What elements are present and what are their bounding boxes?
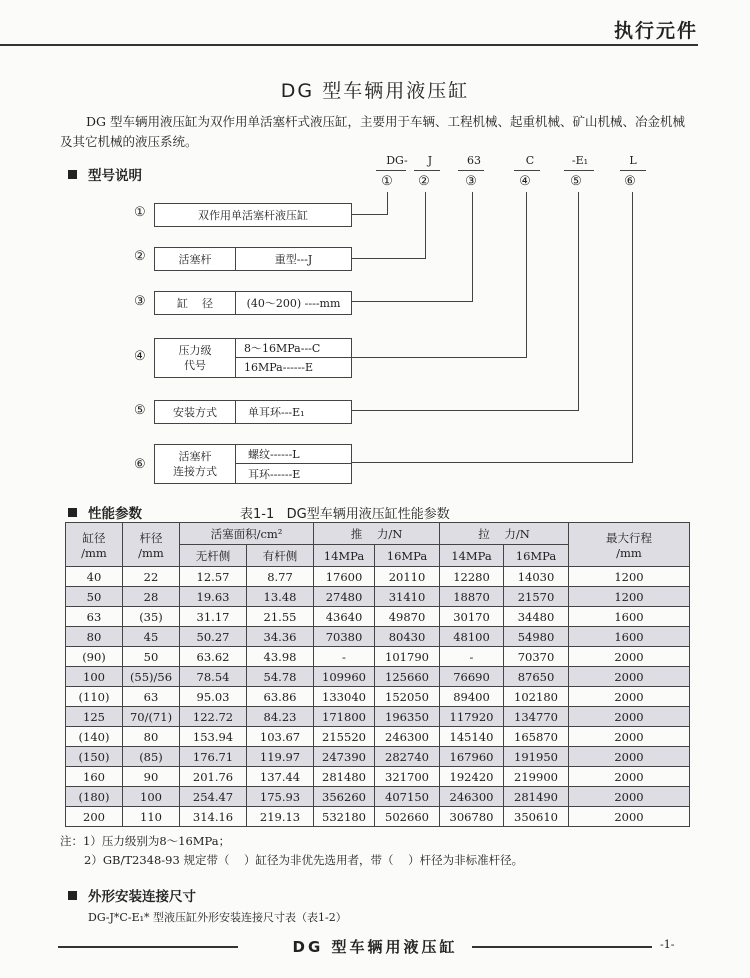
table-cell: 90	[123, 767, 180, 787]
table-cell: (180)	[66, 787, 123, 807]
intro-paragraph: DG 型车辆用液压缸为双作用单活塞杆式液压缸，主要用于车辆、工程机械、起重机械、矿山机械、冶金机械及其它机械的液压系统。	[60, 114, 685, 149]
table-cell: 54.78	[247, 667, 314, 687]
perf-heading	[68, 502, 142, 522]
table-cell: 219900	[504, 767, 569, 787]
table-row	[66, 747, 690, 767]
table-cell: 63.86	[247, 687, 314, 707]
table-cell: -	[314, 647, 375, 667]
section-label: 执行元件	[613, 20, 698, 42]
table-cell: 137.44	[247, 767, 314, 787]
table-cell: 1200	[569, 567, 690, 587]
table-cell: 532180	[314, 807, 375, 827]
table-cell: 50	[66, 587, 123, 607]
row-2-value: 重型---J	[274, 253, 313, 266]
bullet-square-icon	[68, 508, 77, 517]
row-6-label-line2: 连接方式	[173, 465, 217, 478]
table-cell: 254.47	[180, 787, 247, 807]
table-cell: 89400	[440, 687, 504, 707]
table-row	[66, 767, 690, 787]
table-cell: 122.72	[180, 707, 247, 727]
code-underline-1	[376, 170, 406, 171]
table-cell: 2000	[569, 767, 690, 787]
table-cell: 21570	[504, 587, 569, 607]
table-cell: (85)	[123, 747, 180, 767]
table-cell: 34480	[504, 607, 569, 627]
table-cell: 45	[123, 627, 180, 647]
table-cell: 30170	[440, 607, 504, 627]
row-4-value2: 16MPa------E	[244, 361, 314, 374]
table-cell: 84.23	[247, 707, 314, 727]
table-cell: 1600	[569, 627, 690, 647]
col-pull: 拉 力/N	[440, 523, 569, 545]
table-cell: 117920	[440, 707, 504, 727]
table-cell: 145140	[440, 727, 504, 747]
table-cell: 14030	[504, 567, 569, 587]
model-row-4	[154, 338, 352, 378]
table-cell: 125660	[375, 667, 440, 687]
table-cell: 2000	[569, 747, 690, 767]
row-6-value1: 螺纹------L	[236, 445, 351, 464]
code-underline-2	[414, 170, 440, 171]
table-cell: 50.27	[180, 627, 247, 647]
table-cell: 80430	[375, 627, 440, 647]
page-number: -1-	[660, 938, 675, 951]
row-1-label: 双作用单活塞杆液压缸	[198, 209, 308, 222]
table-cell: 34.36	[247, 627, 314, 647]
table-row	[66, 727, 690, 747]
table-cell: 407150	[375, 787, 440, 807]
table-row	[66, 807, 690, 827]
row-marker-1: ①	[134, 205, 146, 220]
code-underline-4	[514, 170, 540, 171]
model-row-3	[154, 291, 352, 315]
code-5: -E₁	[571, 154, 589, 167]
model-row-2	[154, 247, 352, 271]
model-row-6	[154, 444, 352, 484]
table-cell: 78.54	[180, 667, 247, 687]
table-cell: 2000	[569, 727, 690, 747]
table-cell: 31.17	[180, 607, 247, 627]
table-row	[66, 627, 690, 647]
table-row	[66, 647, 690, 667]
row-6-label	[155, 445, 236, 483]
table-cell: 17600	[314, 567, 375, 587]
table-cell: 50	[123, 647, 180, 667]
table-cell: -	[440, 647, 504, 667]
table-row	[66, 587, 690, 607]
table-cell: 160	[66, 767, 123, 787]
table-cell: 27480	[314, 587, 375, 607]
connector-2-v	[425, 192, 426, 259]
code-marker-6: ⑥	[624, 174, 636, 189]
table-cell: 28	[123, 587, 180, 607]
table-cell: 2000	[569, 707, 690, 727]
bullet-square-icon	[68, 891, 77, 900]
row-5-label: 安装方式	[155, 401, 236, 423]
col-area-rod: 有杆侧	[247, 545, 314, 567]
table-cell: 63.62	[180, 647, 247, 667]
table-cell: 247390	[314, 747, 375, 767]
row-marker-3: ③	[134, 294, 146, 309]
table-row	[66, 687, 690, 707]
connector-5-h	[350, 410, 579, 411]
table-cell: 110	[123, 807, 180, 827]
table-cell: 12280	[440, 567, 504, 587]
col-push-14: 14MPa	[314, 545, 375, 567]
code-underline-3	[458, 170, 484, 171]
col-rod: 杆径 /mm	[123, 523, 180, 567]
connector-2-h	[350, 258, 426, 259]
table-cell: 2000	[569, 647, 690, 667]
table-cell: 49870	[375, 607, 440, 627]
code-4: C	[525, 154, 535, 167]
table-cell: 80	[123, 727, 180, 747]
table-cell: (110)	[66, 687, 123, 707]
col-bore: 缸径 /mm	[66, 523, 123, 567]
table-cell: 22	[123, 567, 180, 587]
table-cell: 8.77	[247, 567, 314, 587]
dims-heading-text: 外形安装连接尺寸	[88, 889, 196, 905]
col-pull-14: 14MPa	[440, 545, 504, 567]
col-area-rodless: 无杆侧	[180, 545, 247, 567]
code-underline-6	[620, 170, 646, 171]
model-heading-text: 型号说明	[88, 168, 142, 184]
table-cell: 31410	[375, 587, 440, 607]
table-cell: 48100	[440, 627, 504, 647]
code-marker-4: ④	[519, 174, 531, 189]
row-4-label-line2: 代号	[184, 359, 206, 372]
table-cell: 200	[66, 807, 123, 827]
table-cell: 70380	[314, 627, 375, 647]
table-cell: 281490	[504, 787, 569, 807]
note-2: 2）GB/T2348-93 规定带（ ）缸径为非优先选用者，带（ ）杆径为非标准杆径。	[84, 853, 524, 867]
table-cell: 350610	[504, 807, 569, 827]
table-cell: 175.93	[247, 787, 314, 807]
col-push-16: 16MPa	[375, 545, 440, 567]
perf-heading-text: 性能参数	[88, 506, 142, 522]
table-cell: 281480	[314, 767, 375, 787]
connector-4-h	[350, 357, 527, 358]
table-cell: 70/(71)	[123, 707, 180, 727]
table-cell: 54980	[504, 627, 569, 647]
table-cell: 246300	[440, 787, 504, 807]
table-cell: 1200	[569, 587, 690, 607]
table-cell: 133040	[314, 687, 375, 707]
row-marker-6: ⑥	[134, 457, 146, 472]
table-cell: 314.16	[180, 807, 247, 827]
table-cell: 219.13	[247, 807, 314, 827]
table-cell: 2000	[569, 687, 690, 707]
table-cell: 109960	[314, 667, 375, 687]
table-cell: 2000	[569, 807, 690, 827]
row-5-value: 单耳环---E₁	[248, 406, 305, 419]
table-cell: 306780	[440, 807, 504, 827]
table-cell: 125	[66, 707, 123, 727]
col-pull-16: 16MPa	[504, 545, 569, 567]
table-cell: 100	[123, 787, 180, 807]
table-cell: 76690	[440, 667, 504, 687]
connector-1-h	[350, 214, 388, 215]
table-cell: 95.03	[180, 687, 247, 707]
table-cell: 201.76	[180, 767, 247, 787]
table-cell: 13.48	[247, 587, 314, 607]
col-stroke: 最大行程 /mm	[569, 523, 690, 567]
table-cell: 215520	[314, 727, 375, 747]
row-3-label: 缸 径	[155, 292, 236, 314]
code-marker-1: ①	[381, 174, 393, 189]
table-cell: 196350	[375, 707, 440, 727]
connector-6-h	[350, 462, 633, 463]
row-marker-2: ②	[134, 249, 146, 264]
table-row	[66, 667, 690, 687]
table-cell: (150)	[66, 747, 123, 767]
row-4-label	[155, 339, 236, 377]
table-cell: (35)	[123, 607, 180, 627]
row-marker-4: ④	[134, 349, 146, 364]
table-cell: 1600	[569, 607, 690, 627]
page-title: DG 型车辆用液压缸	[280, 80, 470, 102]
table-cell: 2000	[569, 667, 690, 687]
table-cell: 2000	[569, 787, 690, 807]
connector-1-v	[387, 192, 388, 215]
table-cell: 21.55	[247, 607, 314, 627]
table-cell: 43640	[314, 607, 375, 627]
code-marker-3: ③	[465, 174, 477, 189]
table-cell: (140)	[66, 727, 123, 747]
table-cell: 321700	[375, 767, 440, 787]
table-cell: 134770	[504, 707, 569, 727]
table-title: 表1-1 DG型车辆用液压缸性能参数	[240, 507, 450, 522]
row-2-label: 活塞杆	[155, 248, 236, 270]
dims-subtitle: DG-J*C-E₁* 型液压缸外形安装连接尺寸表（表1-2）	[88, 911, 347, 924]
header-rule	[0, 44, 698, 46]
row-6-value2: 耳环------E	[248, 467, 301, 481]
code-2: J	[427, 154, 433, 167]
table-cell: 191950	[504, 747, 569, 767]
table-cell: 119.97	[247, 747, 314, 767]
table-cell: 171800	[314, 707, 375, 727]
table-cell: 356260	[314, 787, 375, 807]
table-cell: (55)/56	[123, 667, 180, 687]
table-cell: 282740	[375, 747, 440, 767]
dims-heading	[68, 885, 196, 905]
table-cell: 246300	[375, 727, 440, 747]
row-marker-5: ⑤	[134, 403, 146, 418]
table-cell: 20110	[375, 567, 440, 587]
table-cell: 63	[66, 607, 123, 627]
code-1: DG-	[386, 154, 408, 167]
table-row	[66, 787, 690, 807]
table-cell: 165870	[504, 727, 569, 747]
code-underline-5	[564, 170, 594, 171]
connector-3-v	[472, 192, 473, 302]
table-cell: 152050	[375, 687, 440, 707]
row-3-value: (40～200) ----mm	[246, 297, 341, 310]
connector-3-h	[350, 301, 473, 302]
col-push: 推 力/N	[314, 523, 440, 545]
connector-6-v	[632, 192, 633, 463]
code-marker-2: ②	[418, 174, 430, 189]
table-cell: 87650	[504, 667, 569, 687]
table-cell: 12.57	[180, 567, 247, 587]
table-row	[66, 567, 690, 587]
table-cell: 70370	[504, 647, 569, 667]
performance-table	[65, 522, 690, 827]
row-4-value1: 8～16MPa---C	[236, 339, 351, 358]
model-row-5	[154, 400, 352, 424]
bullet-square-icon	[68, 170, 77, 179]
table-cell: 101790	[375, 647, 440, 667]
table-cell: 100	[66, 667, 123, 687]
model-heading	[68, 164, 142, 184]
table-cell: 502660	[375, 807, 440, 827]
table-cell: 80	[66, 627, 123, 647]
table-cell: 153.94	[180, 727, 247, 747]
table-row	[66, 707, 690, 727]
table-cell: 63	[123, 687, 180, 707]
code-marker-5: ⑤	[570, 174, 582, 189]
table-cell: 176.71	[180, 747, 247, 767]
row-4-label-line1: 压力级	[178, 344, 212, 357]
code-6: L	[629, 154, 637, 167]
table-cell: 40	[66, 567, 123, 587]
row-6-label-line1: 活塞杆	[178, 450, 212, 463]
table-cell: 103.67	[247, 727, 314, 747]
connector-5-v	[578, 192, 579, 411]
table-cell: 19.63	[180, 587, 247, 607]
table-cell: 43.98	[247, 647, 314, 667]
code-3: 63	[467, 154, 481, 167]
table-cell: 102180	[504, 687, 569, 707]
connector-4-v	[526, 192, 527, 358]
col-area: 活塞面积/cm²	[180, 523, 314, 545]
footer-title: DG 型车辆用液压缸	[292, 938, 458, 956]
table-row	[66, 607, 690, 627]
notes	[60, 832, 523, 870]
table-cell: 167960	[440, 747, 504, 767]
note-1: 注：1）压力级别为8～16MPa；	[60, 834, 231, 848]
table-cell: (90)	[66, 647, 123, 667]
table-cell: 192420	[440, 767, 504, 787]
model-row-1	[154, 203, 352, 227]
footer-rule-right	[472, 946, 652, 948]
table-cell: 18870	[440, 587, 504, 607]
